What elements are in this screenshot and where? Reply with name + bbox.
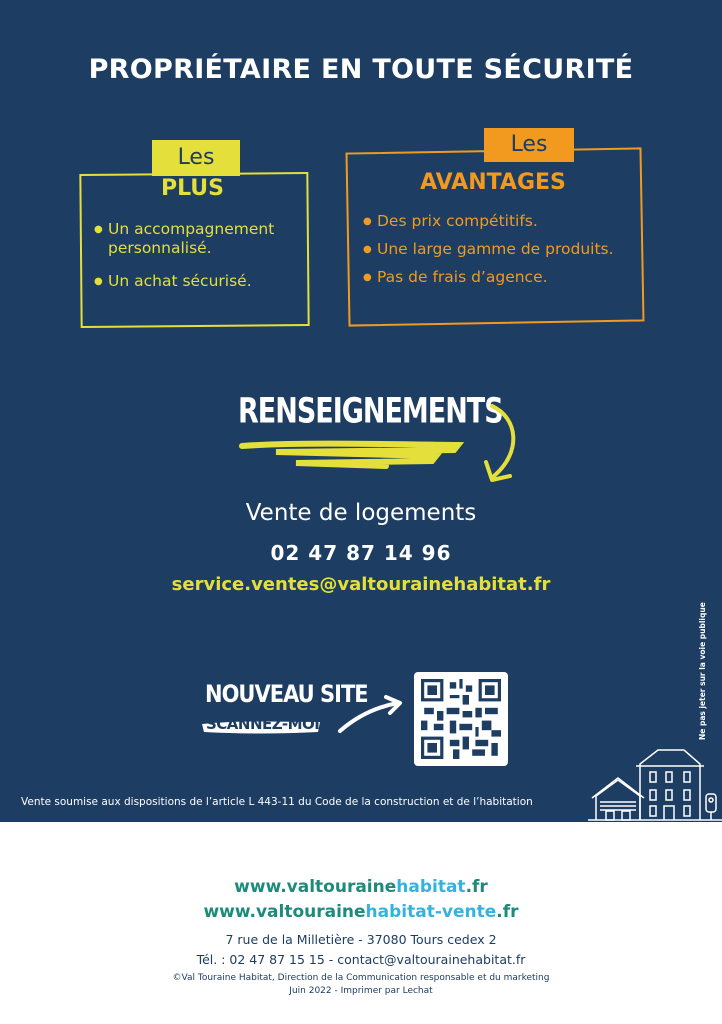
website-part-highlight: habitat	[396, 877, 466, 897]
avantages-heading: AVANTAGES	[420, 170, 566, 195]
yellow-brush-stroke	[236, 436, 466, 472]
curved-arrow-icon	[478, 400, 528, 490]
avantages-list	[363, 211, 643, 295]
website-link[interactable]	[0, 877, 722, 897]
qr-code-icon	[421, 679, 501, 759]
avantages-item: ● Pas de frais d’agence.	[363, 267, 643, 288]
email-link[interactable]: service.ventes@valtourainehabitat.fr	[171, 574, 551, 595]
litter-notice: Ne pas jeter sur la voie publique	[698, 602, 707, 740]
plus-item: ● Un accompagnement personnalisé.	[94, 220, 300, 258]
arrow-right-icon	[336, 693, 406, 737]
website-part-highlight: habitat-vente	[365, 902, 497, 922]
avantages-tag: Les	[484, 128, 574, 162]
website-part: www.valtouraine	[234, 877, 397, 897]
scan-me-label: SCANNEZ-MOI	[206, 715, 320, 733]
website-part: .fr	[496, 902, 519, 922]
plus-item: ● Un achat sécurisé.	[94, 272, 300, 291]
print-date: Juin 2022 - Imprimer par Lechat	[289, 986, 433, 996]
legal-notice: Vente soumise aux dispositions de l’article L 443-11 du Code de la construction et de l’habitation	[21, 796, 533, 808]
phone-number[interactable]: 02 47 87 14 96	[270, 541, 452, 565]
avantages-item: ● Une large gamme de produits.	[363, 239, 643, 260]
page-title: PROPRIÉTAIRE EN TOUTE SÉCURITÉ	[88, 54, 634, 85]
website-part: www.valtouraine	[203, 902, 366, 922]
sales-website-link[interactable]	[0, 902, 722, 922]
houses-illustration-icon	[588, 740, 722, 822]
plus-heading: PLUS	[160, 176, 225, 201]
website-part: .fr	[465, 877, 488, 897]
credit-line: ©Val Touraine Habitat, Direction de la Communication responsable et du marketing	[172, 973, 550, 983]
contact-line: Tél. : 02 47 87 15 15 - contact@valtourainehabitat.fr	[196, 952, 526, 967]
plus-list	[94, 220, 300, 305]
plus-tag: Les	[152, 140, 240, 176]
service-name: Vente de logements	[245, 500, 477, 526]
new-site-label: NOUVEAU SITE	[205, 680, 368, 708]
contact-heading: RENSEIGNEMENTS	[238, 391, 503, 432]
avantages-item: ● Des prix compétitifs.	[363, 211, 643, 232]
postal-address: 7 rue de la Milletière - 37080 Tours cedex 2	[225, 932, 497, 947]
qr-code[interactable]	[414, 672, 508, 766]
